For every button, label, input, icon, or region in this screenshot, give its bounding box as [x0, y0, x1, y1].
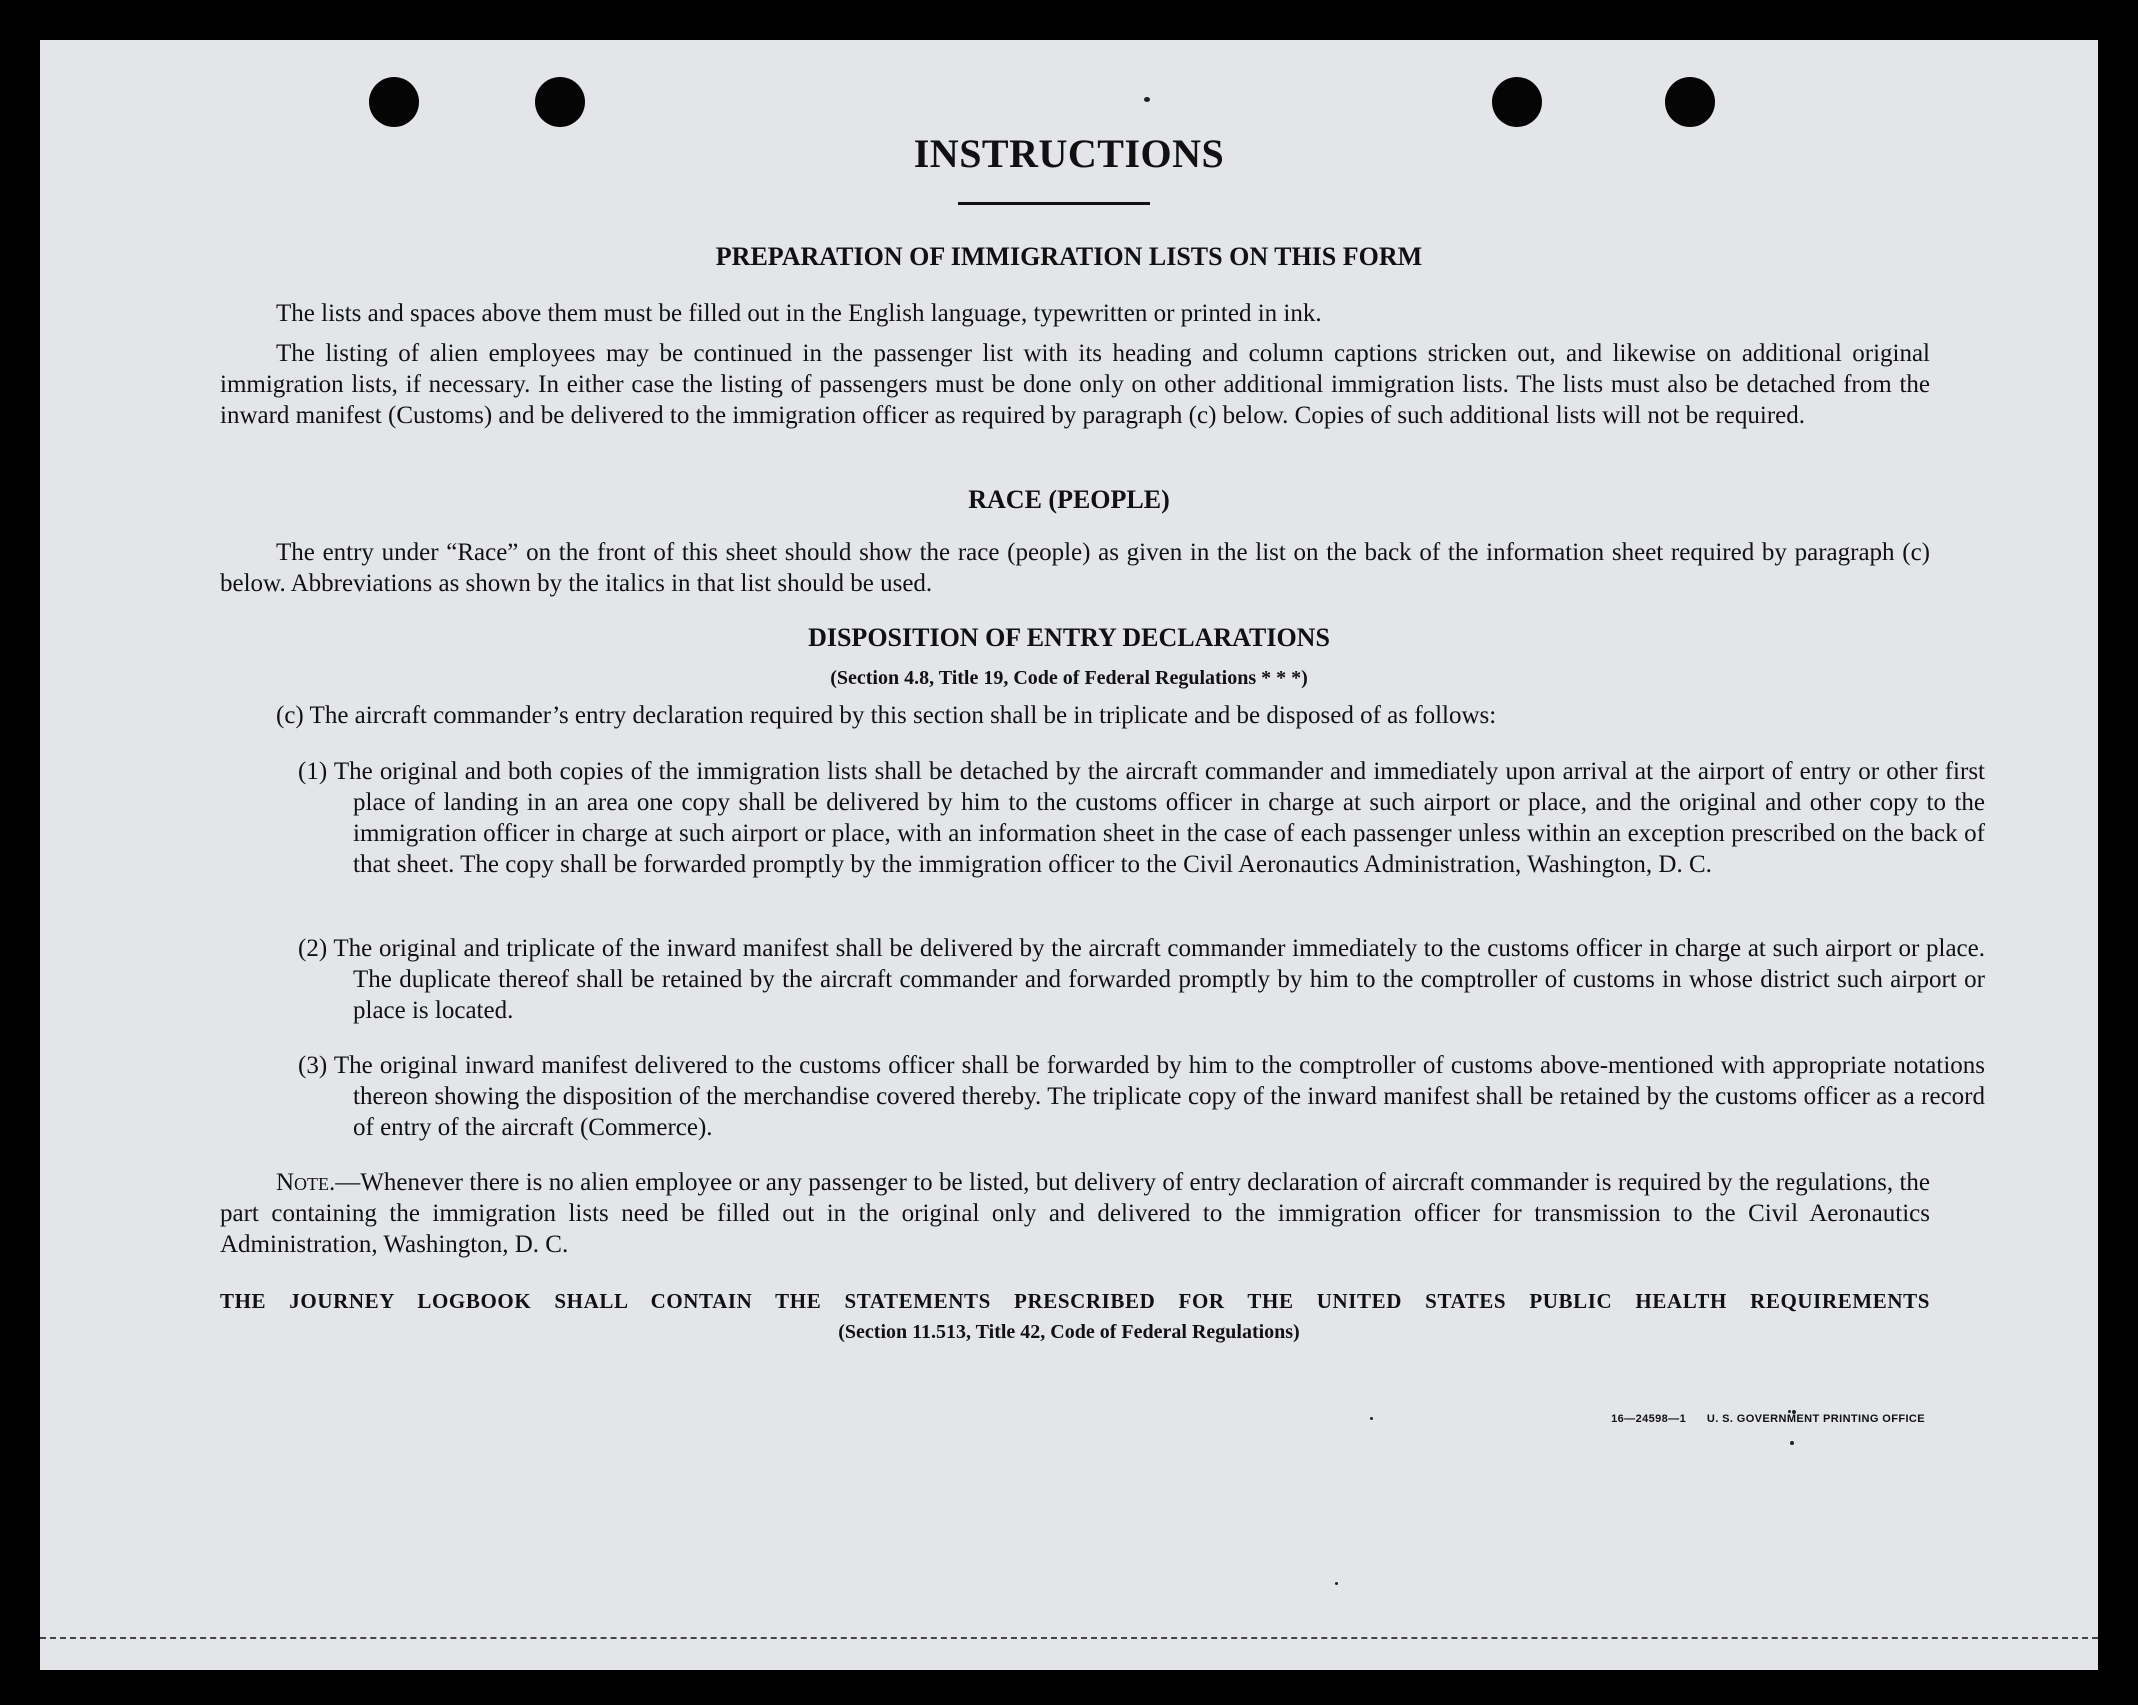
disposition-item-3: (3) The original inward manifest delivered to the customs officer shall be forwarded by him to the comptroller of customs above-mentioned with appropriate notations thereon showing the disposition of the merchandise covered thereby. The triplicate copy of the inward manifest shall be retained by the customs officer as a record of entry of the aircraft (Commerce).: [298, 1052, 1985, 1141]
form-number: 16—24598—1: [1611, 1413, 1687, 1425]
journey-statement: THE JOURNEY LOGBOOK SHALL CONTAIN THE STATEMENTS PRESCRIBED FOR THE UNITED STATES PUBLIC HEALTH REQUIREMENTS: [220, 1289, 1930, 1313]
note-label: Note.: [276, 1169, 336, 1196]
preparation-paragraph-2: The listing of alien employees may be continued in the passenger list with its heading and column captions stricken out, and likewise on additional original immigration lists, if necessary. In either case the listing of passengers must be done only on other additional immigration lists. The lists must also be detached from the inward manifest (Customs) and be delivered to the immigration officer as required by paragraph (c) below. Copies of such additional lists will not be required.: [220, 340, 1930, 429]
printing-imprint: [1525, 1413, 1925, 1425]
printer-name: U. S. GOVERNMENT PRINTING OFFICE: [1706, 1413, 1925, 1425]
disposition-item-2: (2) The original and triplicate of the inward manifest shall be delivered by the aircraft commander immediately to the customs officer in charge at such airport or place. The duplicate thereof shall be retained by the aircraft commander and forwarded promptly by him to the comptroller of customs in whose district such airport or place is located.: [298, 935, 1985, 1024]
speck: [1144, 97, 1150, 102]
journey-citation: (Section 11.513, Title 42, Code of Federal Regulations): [838, 1321, 1300, 1343]
page-title: INSTRUCTIONS: [913, 131, 1225, 176]
disposition-item-1: (1) The original and both copies of the immigration lists shall be detached by the aircraft commander and immediately upon arrival at the airport of entry or other first place of landing in an area one copy shall be delivered by him to the customs officer in charge at such airport or place, and the original and other copy to the immigration officer in charge at such airport or place, with an information sheet in the case of each passenger unless within an exception prescribed on the back of that sheet. The copy shall be forwarded promptly by the immigration officer to the Civil Aeronautics Administration, Washington, D. C.: [298, 758, 1985, 878]
race-heading: RACE (PEOPLE): [968, 485, 1170, 514]
disposition-citation: (Section 4.8, Title 19, Code of Federal Regulations * * *): [830, 667, 1308, 689]
speck: [1370, 1417, 1373, 1420]
punch-hole: [369, 77, 419, 127]
note-paragraph: [220, 1167, 1930, 1260]
note-text: —Whenever there is no alien employee or any passenger to be listed, but delivery of entry declaration of aircraft commander is required by the regulations, the part containing the immigration lists need be filled out in the original only and delivered to the immigration officer for transmission to the Civil Aeronautics Administration, Washington, D. C.: [220, 1169, 1930, 1258]
document-page: [40, 40, 2098, 1670]
speck: [1790, 1441, 1794, 1445]
disposition-heading: DISPOSITION OF ENTRY DECLARATIONS: [808, 623, 1330, 652]
punch-hole: [1492, 77, 1542, 127]
preparation-heading: PREPARATION OF IMMIGRATION LISTS ON THIS FORM: [715, 242, 1423, 271]
punch-hole: [535, 77, 585, 127]
speck: [1335, 1582, 1338, 1585]
disposition-intro: (c) The aircraft commander’s entry declaration required by this section shall be in triplicate and be disposed of as follows:: [276, 702, 1497, 729]
title-underline: [958, 202, 1150, 205]
punch-hole: [1665, 77, 1715, 127]
race-paragraph: The entry under “Race” on the front of this sheet should show the race (people) as given in the list on the back of the information sheet required by paragraph (c) below. Abbreviations as shown by the italics in that list should be used.: [220, 539, 1930, 597]
preparation-paragraph-1: The lists and spaces above them must be filled out in the English language, typewritten or printed in ink.: [276, 300, 1322, 327]
page-bottom-edge: [40, 1637, 2098, 1639]
